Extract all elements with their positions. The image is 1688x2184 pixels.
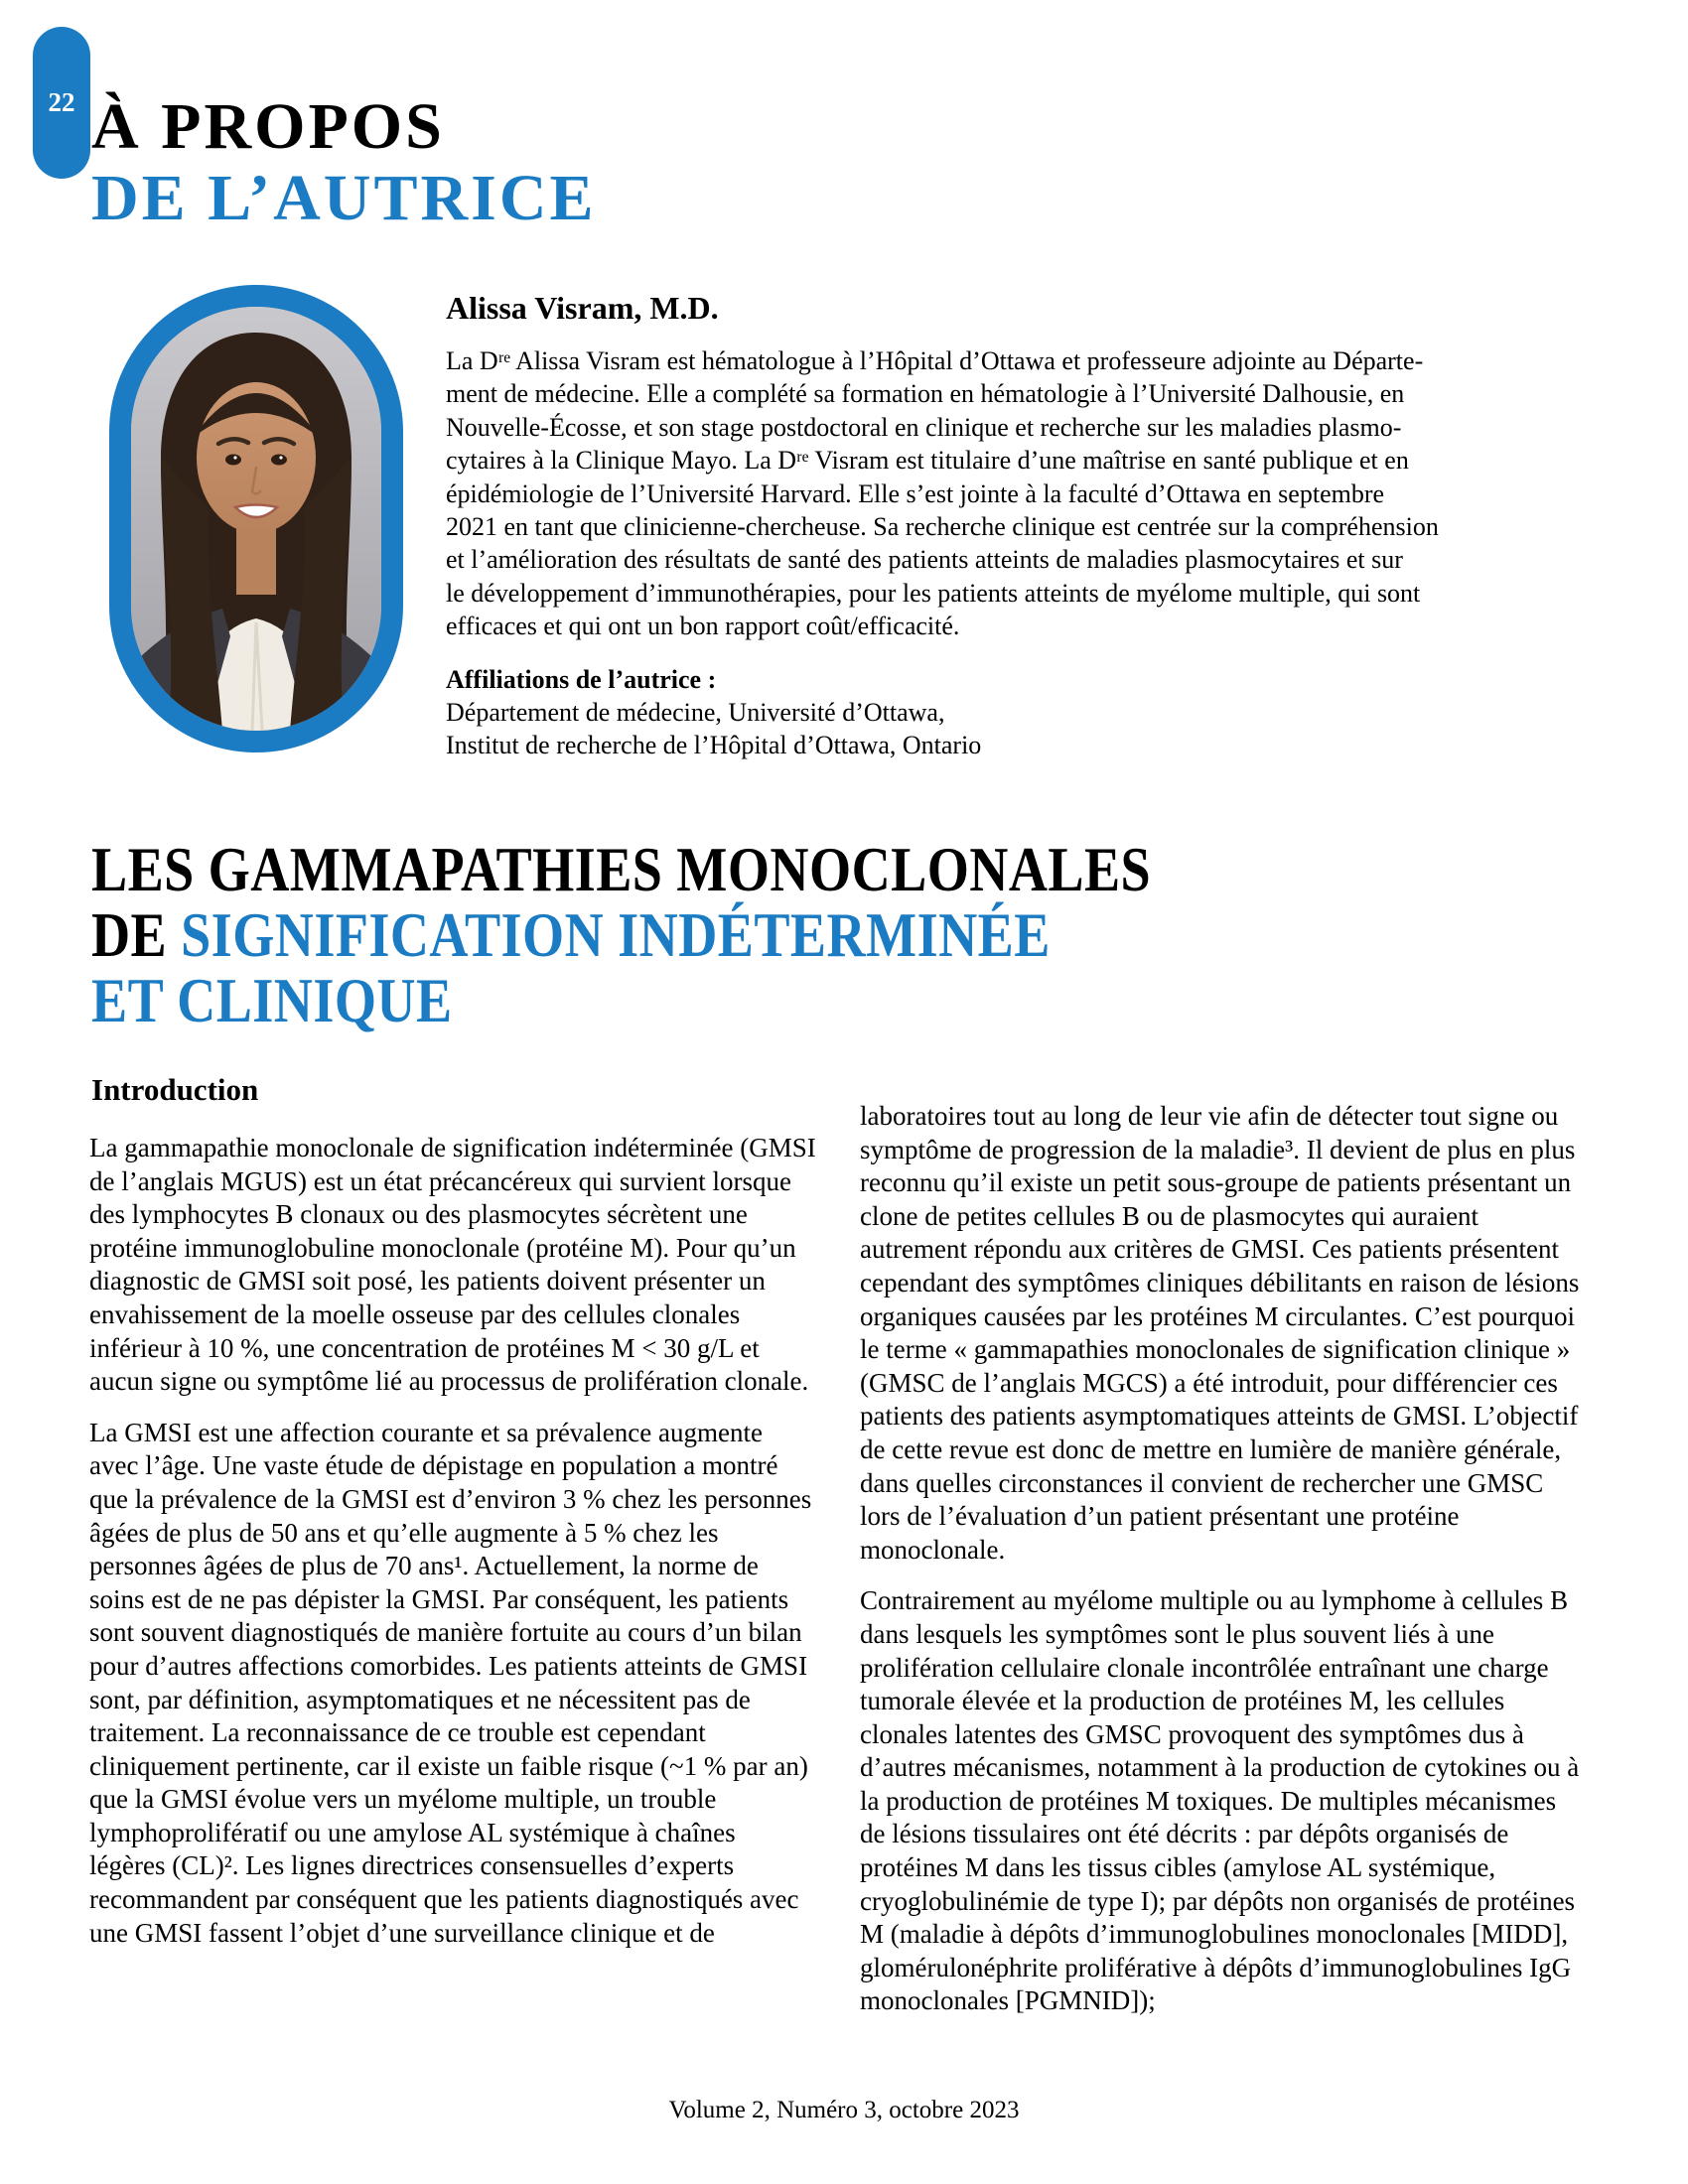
article-title xyxy=(91,837,1151,1033)
section-heading-introduction: Introduction xyxy=(91,1072,259,1107)
article-title-line2 xyxy=(91,902,1151,968)
page-number: 22 xyxy=(48,87,75,117)
text-line: Institut de recherche de l’Hôpital d’Ottawa, Ontario xyxy=(446,731,982,760)
paragraph-right-1: laboratoires tout au long de leur vie afin de détecter tout signe ou symptôme de progression de la maladie³. Il devient de plus en plus reconnu qu’il existe un petit sous-groupe de patients présentant un clone de petites cellules B ou de plasmocytes qui auraient autrement répondu aux critères de GMSI. Ces patients présentent cependant des symptômes cliniques débilitants en raison de lésions organiques causées par les protéines M circulantes. C’est pourquoi le terme « gammapathies monoclonales de signification clinique » (GMSC de l’anglais MGCS) a été introduit, pour différencier ces patients des patients asymptomatiques atteints de GMSI. L’objectif de cette revue est donc de mettre en lumière de manière générale, dans quelles circonstances il convient de rechercher une GMSC lors de l’évaluation d’un patient présentant une protéine monoclonale. xyxy=(860,1101,1580,1565)
body-column-left xyxy=(89,1132,816,1968)
about-title-line1: À PROPOS xyxy=(91,90,445,163)
author-bio xyxy=(446,344,1588,643)
article-title-line3 xyxy=(91,968,1151,1033)
paragraph-right-2: Contrairement au myélome multiple ou au lymphome à cellules B dans lesquels les symptômes sont le plus souvent liés à une prolifération cellulaire clonale incontrôlée entraînant une charge tumorale élevée et la production de protéines M, les cellules clonales latentes des GMSC provoquent des symptômes dus à d’autres mécanismes, notamment à la production de cytokines ou à la production de protéines M toxiques. De multiples mécanismes de lésions tissulaires ont été décrits : par dépôts organisés de protéines M dans les tissus cibles (amylose AL systémique, cryoglobulinémie de type I); par dépôts non organisés de protéines M (maladie à dépôts d’immunoglobulines monoclonales [MIDD], glomérulonéphrite proliférative à dépôts d’immunoglobulines IgG monoclonales [PGMNID]); xyxy=(860,1585,1580,2016)
author-name: Alissa Visram, M.D. xyxy=(446,290,719,326)
text-line: 2021 en tant que clinicienne-chercheuse. Sa recherche clinique est centrée sur la compréhension xyxy=(446,512,1439,542)
article-title-line2-black: DE xyxy=(91,900,182,970)
about-author-header xyxy=(91,91,597,234)
article-title-line1-text: LES GAMMAPATHIES MONOCLONALES xyxy=(91,835,1152,904)
text-line: ment de médecine. Elle a complété sa formation en hématologie à l’Université Dalhousie, en xyxy=(446,379,1405,409)
portrait-illustration xyxy=(131,307,381,731)
author-info xyxy=(446,290,1588,762)
text-line: Nouvelle-Écosse, et son stage postdoctoral en clinique et recherche sur les maladies plasmo- xyxy=(446,412,1402,442)
page-number-tab xyxy=(33,27,90,179)
text-line: La Dʳᵉ Alissa Visram est hématologue à l’Hôpital d’Ottawa et professeure adjointe au Départe- xyxy=(446,346,1424,375)
text-line: le développement d’immunothérapies, pour les patients atteints de myélome multiple, qui sont xyxy=(446,578,1421,608)
text-line: efficaces et qui ont un bon rapport coût/efficacité. xyxy=(446,612,960,641)
paragraph-left-1: La gammapathie monoclonale de signification indéterminée (GMSI de l’anglais MGUS) est un état précancéreux qui survient lorsque des lymphocytes B clonaux ou des plasmocytes sécrètent une protéine immunoglobuline monoclonale (protéine M). Pour qu’un diagnostic de GMSI soit posé, les patients doivent présenter un envahissement de la moelle osseuse par des cellules clonales inférieur à 10 %, une concentration de protéines M < 30 g/L et aucun signe ou symptôme lié au processus de prolifération clonale. xyxy=(89,1133,816,1397)
article-title-line1 xyxy=(91,837,1151,902)
article-title-line2-blue: SIGNIFICATION INDÉTERMINÉE xyxy=(181,900,1051,970)
about-title-line2: DE L’AUTRICE xyxy=(91,162,597,234)
paragraph-left-2: La GMSI est une affection courante et sa prévalence augmente avec l’âge. Une vaste étude de dépistage en population a montré que la prévalence de la GMSI est d’environ 3 % chez les personnes âgées de plus de 50 ans et qu’elle augmente à 5 % chez les personnes âgées de plus de 70 ans¹. Actuellement, la norme de soins est de ne pas dépister la GMSI. Par conséquent, les patients sont souvent diagnostiqués de manière fortuite au cours d’un bilan pour d’autres affections comorbides. Les patients atteints de GMSI sont, par définition, asymptomatiques et ne nécessitent pas de traitement. La reconnaissance de ce trouble est cependant cliniquement pertinente, car il existe un faible risque (~1 % par an) que la GMSI évolue vers un myélome multiple, un trouble lymphoprolifératif ou une amylose AL systémique à chaînes légères (CL)². Les lignes directrices consensuelles d’experts recommandent par conséquent que les patients diagnostiqués avec une GMSI fassent l’objet d’une surveillance clinique et de xyxy=(89,1417,812,1948)
page-footer: Volume 2, Numéro 3, octobre 2023 xyxy=(668,2097,1020,2123)
author-photo xyxy=(109,285,403,752)
affiliations-heading: Affiliations de l’autrice : xyxy=(446,664,717,694)
affiliations-list xyxy=(446,696,1588,762)
text-line: Département de médecine, Université d’Ottawa, xyxy=(446,698,945,728)
text-line: et l’amélioration des résultats de santé des patients atteints de maladies plasmocytaires et sur xyxy=(446,545,1403,575)
text-line: épidémiologie de l’Université Harvard. Elle s’est jointe à la faculté d’Ottawa en septembre xyxy=(446,478,1385,508)
article-title-line3-text: ET CLINIQUE xyxy=(91,966,453,1035)
body-column-right xyxy=(860,1100,1587,2036)
text-line: cytaires à la Clinique Mayo. La Dʳᵉ Visram est titulaire d’une maîtrise en santé publique et en xyxy=(446,446,1409,476)
